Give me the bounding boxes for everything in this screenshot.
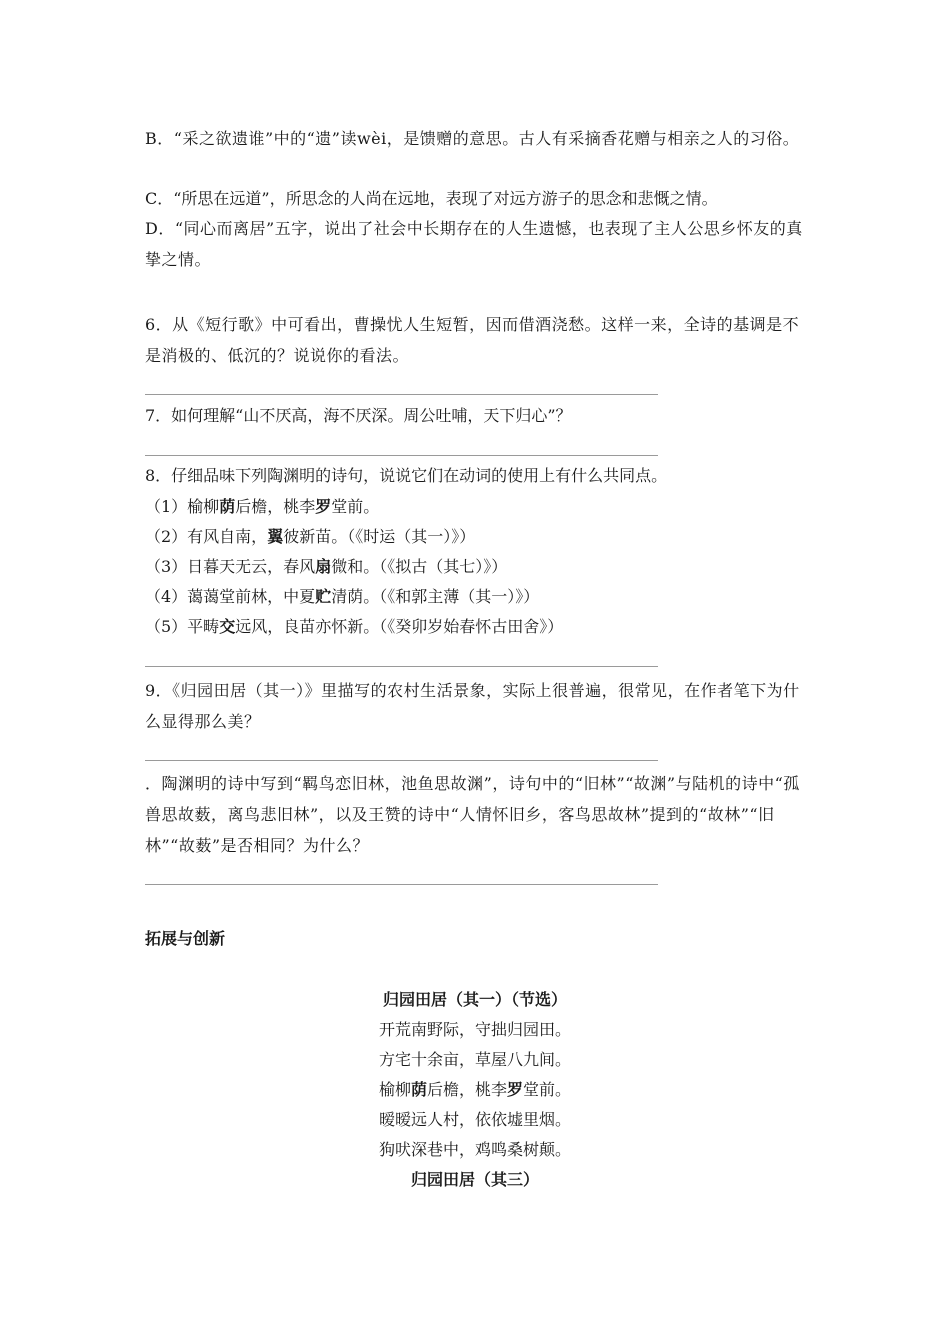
poem-1-line-3-verb: 荫 xyxy=(410,1080,427,1099)
question-9 xyxy=(145,675,815,737)
option-c-text: C．“所思在远道”，所思念的人尚在远地，表现了对远方游子的思念和悲慨之情。 xyxy=(145,189,718,208)
q8-item-1-verb: 荫 xyxy=(219,497,236,516)
poem-1-line-3-mid: 后檐，桃李 xyxy=(426,1080,507,1099)
q8-item-2-pre: （2）有风自南， xyxy=(145,527,268,546)
poem-1-line-3-verb2: 罗 xyxy=(507,1080,524,1099)
q8-item-1 xyxy=(145,496,379,518)
q8-item-3-pre: （3）日暮天无云，春风 xyxy=(145,557,316,576)
answer-line-8[interactable] xyxy=(145,666,658,667)
question-10-text: ．陶渊明的诗中写到“羁鸟恋旧林，池鱼思故渊”，诗句中的“旧林”“故渊”与陆机的诗中“孤兽思故薮，离鸟悲旧林”，以及王赞的诗中“人情怀旧乡，客鸟思故林”提到的“故林”“旧林”“故薮”是否相同？为什么？ xyxy=(145,774,800,855)
q8-item-1-mid: 后檐，桃李 xyxy=(235,497,316,516)
q8-item-5-verb: 交 xyxy=(219,617,236,636)
section-heading: 拓展与创新 xyxy=(145,929,226,948)
poem-1-title: 归园田居（其一）（节选） xyxy=(382,990,567,1009)
option-d xyxy=(145,213,815,275)
q8-item-2-mid: 彼新苗。（《时运（其一）》） xyxy=(283,527,476,546)
q8-item-4-pre: （4）蔼蔼堂前林，中夏 xyxy=(145,587,316,606)
question-10 xyxy=(145,768,815,861)
question-8-text: 8．仔细品味下列陶渊明的诗句，说说它们在动词的使用上有什么共同点。 xyxy=(145,466,668,485)
q8-item-5 xyxy=(145,616,563,638)
poem-1-line-2: 方宅十余亩，草屋八九间。 xyxy=(378,1050,571,1069)
answer-line-10[interactable] xyxy=(145,884,658,885)
answer-line-6[interactable] xyxy=(145,394,658,395)
poem-1-line-3-post: 堂前。 xyxy=(523,1080,572,1099)
poem-1-line-3-pre: 榆柳 xyxy=(378,1080,411,1099)
q8-item-1-pre: （1）榆柳 xyxy=(145,497,220,516)
q8-item-4-verb: 贮 xyxy=(315,587,332,606)
poem-2-title: 归园田居（其三） xyxy=(410,1170,539,1189)
q8-item-4-mid: 清荫。（《和郭主薄（其一）》） xyxy=(331,587,540,606)
question-6-text: 6．从《短行歌》中可看出，曹操忧人生短暂，因而借酒浇愁。这样一来，全诗的基调是不是消极的、低沉的？说说你的看法。 xyxy=(145,315,800,365)
poem-1-line-5: 狗吠深巷中，鸡鸣桑树颠。 xyxy=(378,1140,571,1159)
q8-item-1-verb2: 罗 xyxy=(315,497,332,516)
question-9-text: 9．《归园田居（其一）》里描写的农村生活景象，实际上很普遍，很常见，在作者笔下为什么显得那么美？ xyxy=(145,681,800,731)
q8-item-5-mid: 远风，良苗亦怀新。（《癸卯岁始春怀古田舍》） xyxy=(235,617,564,636)
option-b xyxy=(145,123,815,154)
poem-1-line-4: 暧暧远人村，依依墟里烟。 xyxy=(378,1110,571,1129)
poem-1-line-1: 开荒南野际，守拙归园田。 xyxy=(378,1020,571,1039)
question-6 xyxy=(145,309,815,371)
option-d-text: D．“同心而离居”五字，说出了社会中长期存在的人生遗憾，也表现了主人公思乡怀友的真挚之情。 xyxy=(145,219,803,269)
q8-item-4 xyxy=(145,586,539,608)
answer-line-7[interactable] xyxy=(145,455,658,456)
option-b-text: B．“采之欲遗谁”中的“遗”读wèi，是馈赠的意思。古人有采摘香花赠与相亲之人的习俗。 xyxy=(145,129,800,148)
q8-item-3-verb: 扇 xyxy=(315,557,332,576)
q8-item-2 xyxy=(145,526,475,548)
q8-item-2-verb: 翼 xyxy=(267,527,284,546)
answer-line-9[interactable] xyxy=(145,760,658,761)
poem-1-line-3 xyxy=(0,1079,950,1101)
question-7-text: 7．如何理解“山不厌高，海不厌深。周公吐哺，天下归心”？ xyxy=(145,406,572,425)
q8-item-3-mid: 微和。（《拟古（其七）》） xyxy=(331,557,508,576)
q8-item-5-pre: （5）平畴 xyxy=(145,617,220,636)
q8-item-1-post: 堂前。 xyxy=(331,497,380,516)
q8-item-3 xyxy=(145,556,507,578)
